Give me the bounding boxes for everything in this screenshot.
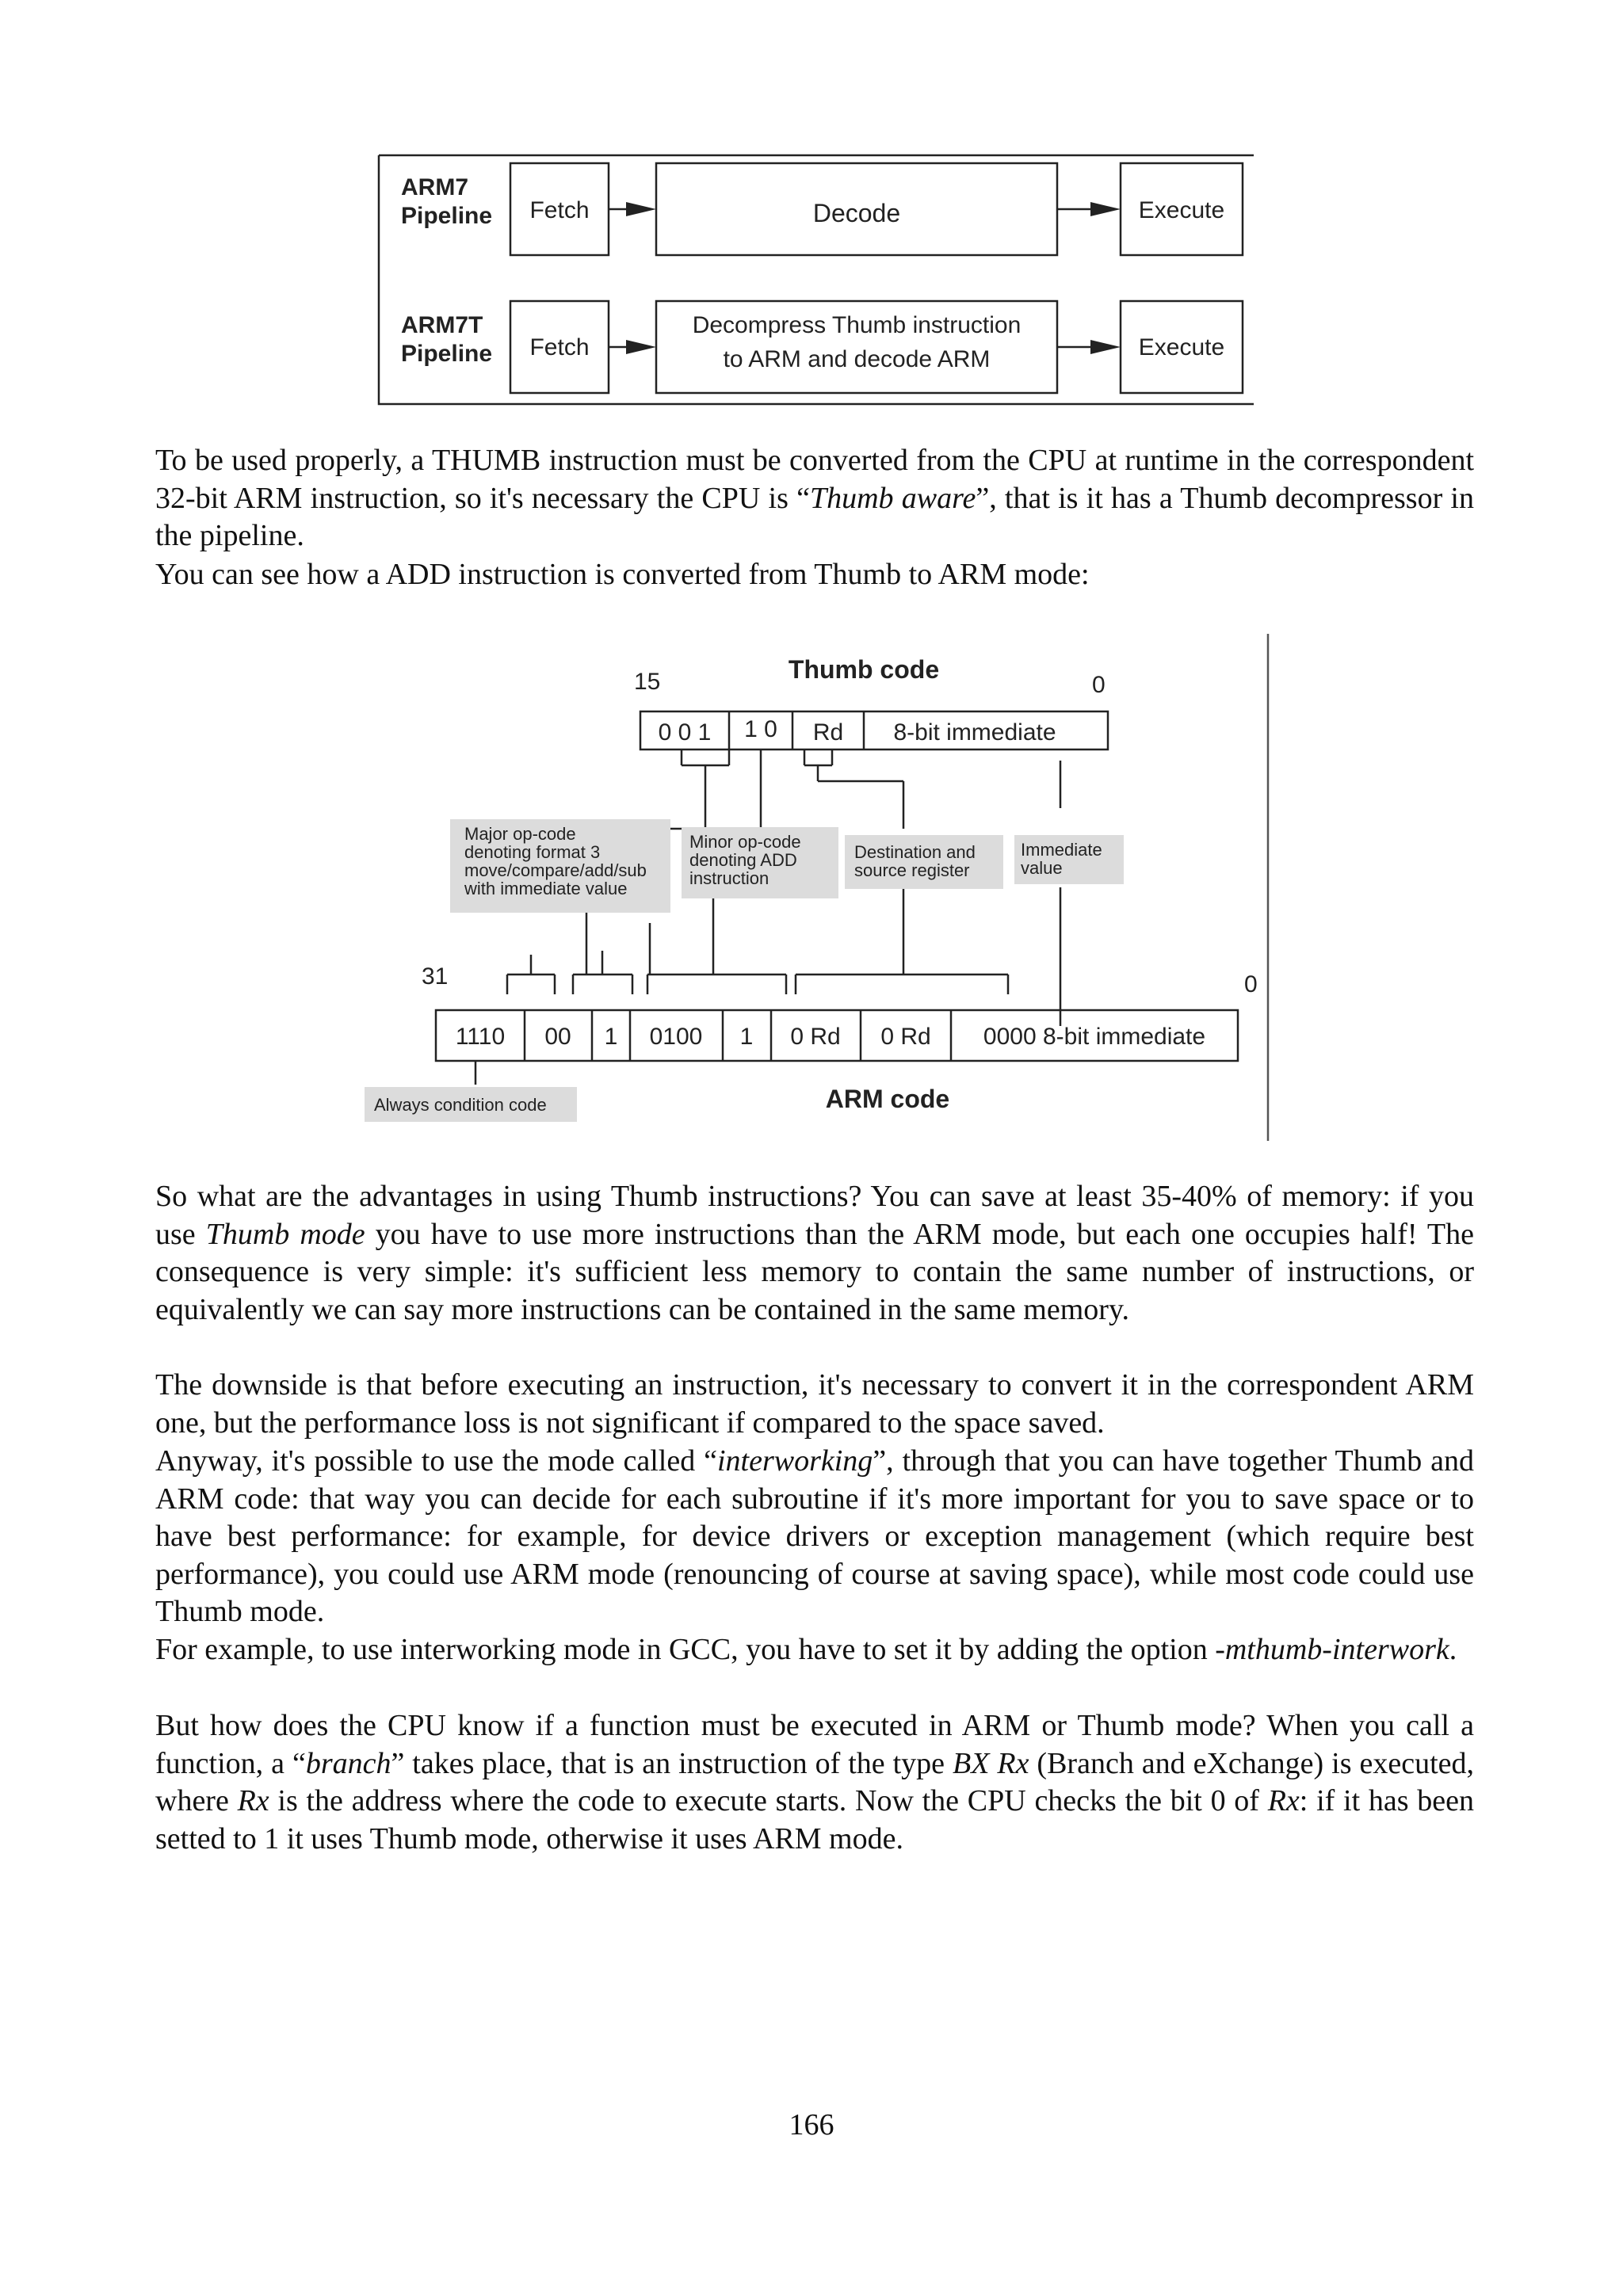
thumb-bit-0: 0 [1092, 672, 1106, 698]
note-major-line1: Major op-code [464, 824, 576, 844]
advantages-paragraph: So what are the advantages in using Thumb instructions? You can save at least 35-40% of memory: if you use Thumb mode you have to use more instructions than the ARM mode, but each one occupies half! The consequence is very simple: it's sufficient less memory to contain the same number of instructions, or equivalently we can say more instructions can be contained in the same memory. [155, 1180, 1474, 1326]
always-condition-label: Always condition code [374, 1095, 547, 1115]
note-minor-line3: instruction [689, 868, 769, 888]
arm7t-pipeline-label: Pipeline [401, 341, 493, 367]
arm-field-s: 1 [739, 1024, 754, 1050]
arm7-pipeline-label: Pipeline [401, 203, 493, 229]
interworking-paragraph: Anyway, it's possible to use the mode called “interworking”, through that you can have together Thumb and ARM code: that way you can decide for each subroutine if it's more important for you to save space or to have best performance: for example, for device drivers or exception management (which require best performance), you could use ARM mode (renouncing of course at saving space), while most code could use Thumb mode. [155, 1444, 1474, 1629]
intro-paragraph: To be used properly, a THUMB instruction must be converted from the CPU at runtime in the correspondent 32-bit ARM instruction, so it's necessary the CPU is “Thumb aware”, that is it has a Thumb decompressor in the pipeline. [155, 444, 1474, 553]
arm-code-title: ARM code [825, 1085, 950, 1113]
arm7t-label: ARM7T [401, 312, 483, 338]
arm7-decode-label: Decode [812, 199, 901, 227]
add-intro-paragraph: You can see how a ADD instruction is converted from Thumb to ARM mode: [155, 558, 1090, 591]
thumb-field-rd: Rd [812, 719, 844, 746]
page-number: 166 [789, 2108, 834, 2142]
note-dest-line2: source register [854, 860, 970, 880]
arm-field-rn: 0 Rd [790, 1024, 841, 1050]
encoding-figure [349, 626, 1284, 1149]
branch-paragraph: But how does the CPU know if a function must be executed in ARM or Thumb mode? When you call a function, a “branch” takes place, that is an instruction of the type BX Rx (Branch and eXchange) is executed, where Rx is the address where the code to execute starts. Now the CPU checks the bit 0 of Rx: if it has been setted to 1 it uses Thumb mode, otherwise it uses ARM mode. [155, 1709, 1474, 1855]
arm7-execute-label: Execute [1138, 197, 1225, 223]
arrow-right-icon [626, 202, 656, 216]
note-imm-line2: value [1021, 858, 1063, 878]
decompress-label-line1: Decompress Thumb instruction [692, 312, 1022, 338]
arm-field-00: 00 [544, 1024, 571, 1050]
arm-field-opcode: 0100 [649, 1024, 703, 1050]
note-dest-line1: Destination and [854, 842, 976, 862]
note-imm-line1: Immediate [1021, 840, 1102, 860]
arm-field-cond: 1110 [455, 1024, 506, 1050]
note-major-line4: with immediate value [464, 879, 628, 898]
arm-field-rd: 0 Rd [880, 1024, 931, 1050]
arrow-right-icon [626, 340, 656, 354]
arm7-label: ARM7 [401, 174, 469, 200]
pipeline-figure [372, 151, 1260, 412]
decompress-label-line2: to ARM and decode ARM [723, 346, 991, 372]
note-major-line3: move/compare/add/sub [464, 860, 647, 880]
arm-bit-31: 31 [422, 963, 449, 990]
gcc-paragraph: For example, to use interworking mode in GCC, you have to set it by adding the option -mthumb-interwork. [155, 1633, 1457, 1666]
note-minor-line1: Minor op-code [689, 832, 801, 852]
note-minor-line2: denoting ADD [689, 850, 797, 870]
arm-bit-0: 0 [1244, 971, 1258, 997]
arm-field-imm: 0000 8-bit immediate [983, 1024, 1206, 1050]
downside-paragraph: The downside is that before executing an instruction, it's necessary to convert it in the correspondent ARM one, but the performance loss is not significant if compared to the space saved. [155, 1368, 1474, 1440]
thumb-field-001: 0 0 1 [658, 719, 712, 746]
thumb-field-10: 1 0 [744, 716, 777, 742]
arm7-fetch-label: Fetch [529, 197, 590, 223]
note-major-line2: denoting format 3 [464, 842, 601, 862]
arm7t-execute-label: Execute [1138, 334, 1225, 360]
arrow-right-icon [1090, 202, 1121, 216]
thumb-field-imm: 8-bit immediate [893, 719, 1056, 746]
thumb-code-title: Thumb code [788, 655, 940, 684]
arm-field-i: 1 [604, 1024, 618, 1050]
thumb-bit-15: 15 [634, 669, 661, 695]
arm7t-fetch-label: Fetch [529, 334, 590, 360]
arrow-right-icon [1090, 340, 1121, 354]
